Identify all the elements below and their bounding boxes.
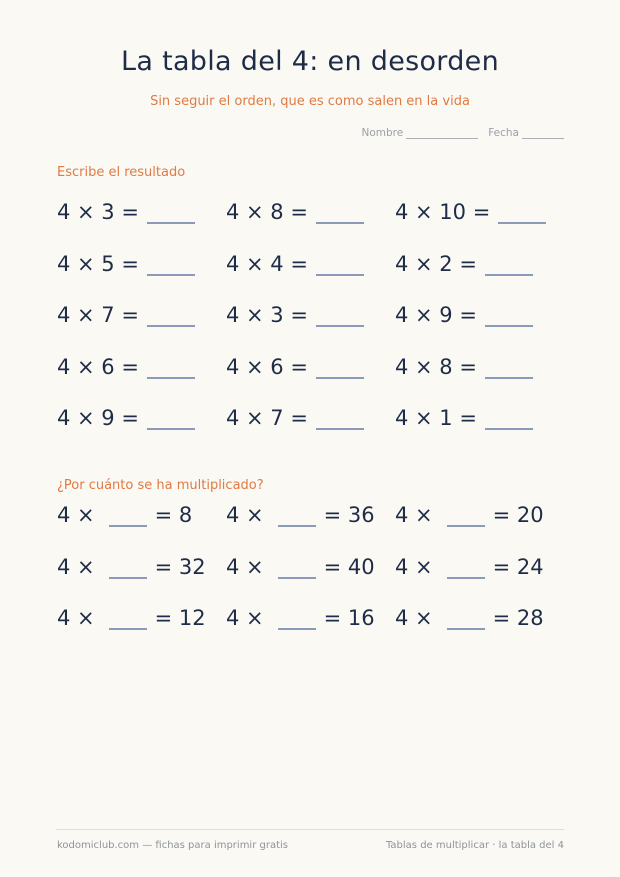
- answer-blank[interactable]: [147, 377, 195, 379]
- missing-factor-exercise: [57, 598, 206, 638]
- answer-blank[interactable]: [316, 325, 364, 327]
- exercise-prefix: 4 ×: [395, 606, 433, 630]
- exercise-result: = 40: [323, 554, 375, 579]
- date-label: Fecha: [488, 127, 519, 139]
- multiplication-exercise: [57, 295, 195, 335]
- exercise-prefix: 4 ×: [226, 554, 264, 579]
- exercise-question: 4 × 5 =: [57, 251, 139, 276]
- answer-blank[interactable]: [147, 325, 195, 327]
- page-title: La tabla del 4: en desorden: [121, 46, 499, 77]
- multiplication-exercise: [395, 192, 546, 232]
- exercise-row: [0, 398, 620, 438]
- multiplication-exercise: [226, 192, 364, 232]
- multiplication-exercise: [226, 347, 364, 387]
- footer-divider: [56, 829, 564, 830]
- answer-blank[interactable]: [485, 428, 533, 430]
- missing-factor-exercise: [226, 598, 375, 638]
- multiplication-exercise: [395, 398, 533, 438]
- exercise-question: 4 × 10 =: [395, 200, 491, 224]
- name-date-fields: [361, 127, 564, 139]
- name-field-line[interactable]: [406, 129, 478, 139]
- exercise-prefix: 4 ×: [57, 554, 95, 579]
- exercise-question: 4 × 1 =: [395, 406, 477, 430]
- multiplication-exercise: [395, 347, 533, 387]
- factor-blank[interactable]: [447, 628, 485, 630]
- exercise-row: [0, 598, 620, 638]
- factor-blank[interactable]: [278, 577, 316, 579]
- answer-blank[interactable]: [316, 222, 364, 224]
- missing-factor-exercise: [57, 547, 206, 587]
- exercise-question: 4 × 9 =: [57, 406, 139, 430]
- exercise-result: = 24: [492, 554, 544, 579]
- answer-blank[interactable]: [316, 274, 364, 276]
- exercise-result: = 8: [154, 503, 193, 527]
- exercise-row: [0, 547, 620, 587]
- answer-blank[interactable]: [147, 428, 195, 430]
- multiplication-exercise: [226, 295, 364, 335]
- exercise-result: = 36: [323, 503, 375, 527]
- footer-site: kodomiclub.com — fichas para imprimir gratis: [57, 840, 289, 851]
- exercise-row: [0, 495, 620, 535]
- exercise-result: = 20: [492, 503, 544, 527]
- exercise-question: 4 × 8 =: [395, 354, 477, 379]
- exercise-result: = 16: [323, 606, 375, 630]
- section-results-label: Escribe el resultado: [57, 165, 186, 180]
- factor-blank[interactable]: [278, 628, 316, 630]
- footer-topic: Tablas de multiplicar · la tabla del 4: [385, 840, 564, 851]
- missing-factor-exercise: [395, 598, 544, 638]
- exercise-question: 4 × 4 =: [226, 251, 308, 276]
- factor-blank[interactable]: [278, 525, 316, 527]
- exercise-prefix: 4 ×: [226, 503, 264, 527]
- factor-blank[interactable]: [447, 525, 485, 527]
- exercise-question: 4 × 3 =: [57, 200, 139, 224]
- missing-factor-exercise: [395, 547, 544, 587]
- factor-blank[interactable]: [109, 628, 147, 630]
- exercise-question: 4 × 9 =: [395, 303, 477, 327]
- answer-blank[interactable]: [147, 274, 195, 276]
- missing-factor-exercise: [226, 495, 375, 535]
- answer-blank[interactable]: [498, 222, 546, 224]
- exercise-question: 4 × 6 =: [57, 354, 139, 379]
- missing-factor-exercise: [57, 495, 192, 535]
- missing-factor-exercise: [395, 495, 544, 535]
- name-label: Nombre: [361, 127, 404, 139]
- multiplication-exercise: [226, 398, 364, 438]
- factor-blank[interactable]: [109, 525, 147, 527]
- factor-blank[interactable]: [447, 577, 485, 579]
- exercise-result: = 28: [492, 606, 544, 630]
- exercise-prefix: 4 ×: [57, 503, 95, 527]
- exercise-question: 4 × 7 =: [57, 303, 139, 327]
- answer-blank[interactable]: [147, 222, 195, 224]
- multiplication-exercise: [226, 244, 364, 284]
- exercise-prefix: 4 ×: [226, 606, 264, 630]
- exercise-question: 4 × 2 =: [395, 251, 477, 276]
- answer-blank[interactable]: [316, 377, 364, 379]
- exercise-question: 4 × 6 =: [226, 354, 308, 379]
- multiplication-exercise: [57, 244, 195, 284]
- multiplication-exercise: [57, 398, 195, 438]
- multiplication-exercise: [57, 347, 195, 387]
- exercise-question: 4 × 8 =: [226, 200, 308, 224]
- answer-blank[interactable]: [485, 325, 533, 327]
- answer-blank[interactable]: [485, 377, 533, 379]
- date-field-line[interactable]: [522, 129, 564, 139]
- answer-blank[interactable]: [316, 428, 364, 430]
- exercise-row: [0, 244, 620, 284]
- exercise-prefix: 4 ×: [57, 606, 95, 630]
- answer-blank[interactable]: [485, 274, 533, 276]
- exercise-row: [0, 347, 620, 387]
- section-factor-label: ¿Por cuánto se ha multiplicado?: [57, 478, 264, 493]
- page-subtitle: Sin seguir el orden, que es como salen en la vida: [150, 94, 470, 109]
- exercise-row: [0, 295, 620, 335]
- exercise-result: = 32: [154, 554, 206, 579]
- multiplication-exercise: [57, 192, 195, 232]
- exercise-result: = 12: [154, 606, 206, 630]
- exercise-row: [0, 192, 620, 232]
- multiplication-exercise: [395, 295, 533, 335]
- exercise-question: 4 × 3 =: [226, 303, 308, 327]
- exercise-prefix: 4 ×: [395, 503, 433, 527]
- exercise-question: 4 × 7 =: [226, 406, 308, 430]
- exercise-prefix: 4 ×: [395, 554, 433, 579]
- missing-factor-exercise: [226, 547, 375, 587]
- factor-blank[interactable]: [109, 577, 147, 579]
- multiplication-exercise: [395, 244, 533, 284]
